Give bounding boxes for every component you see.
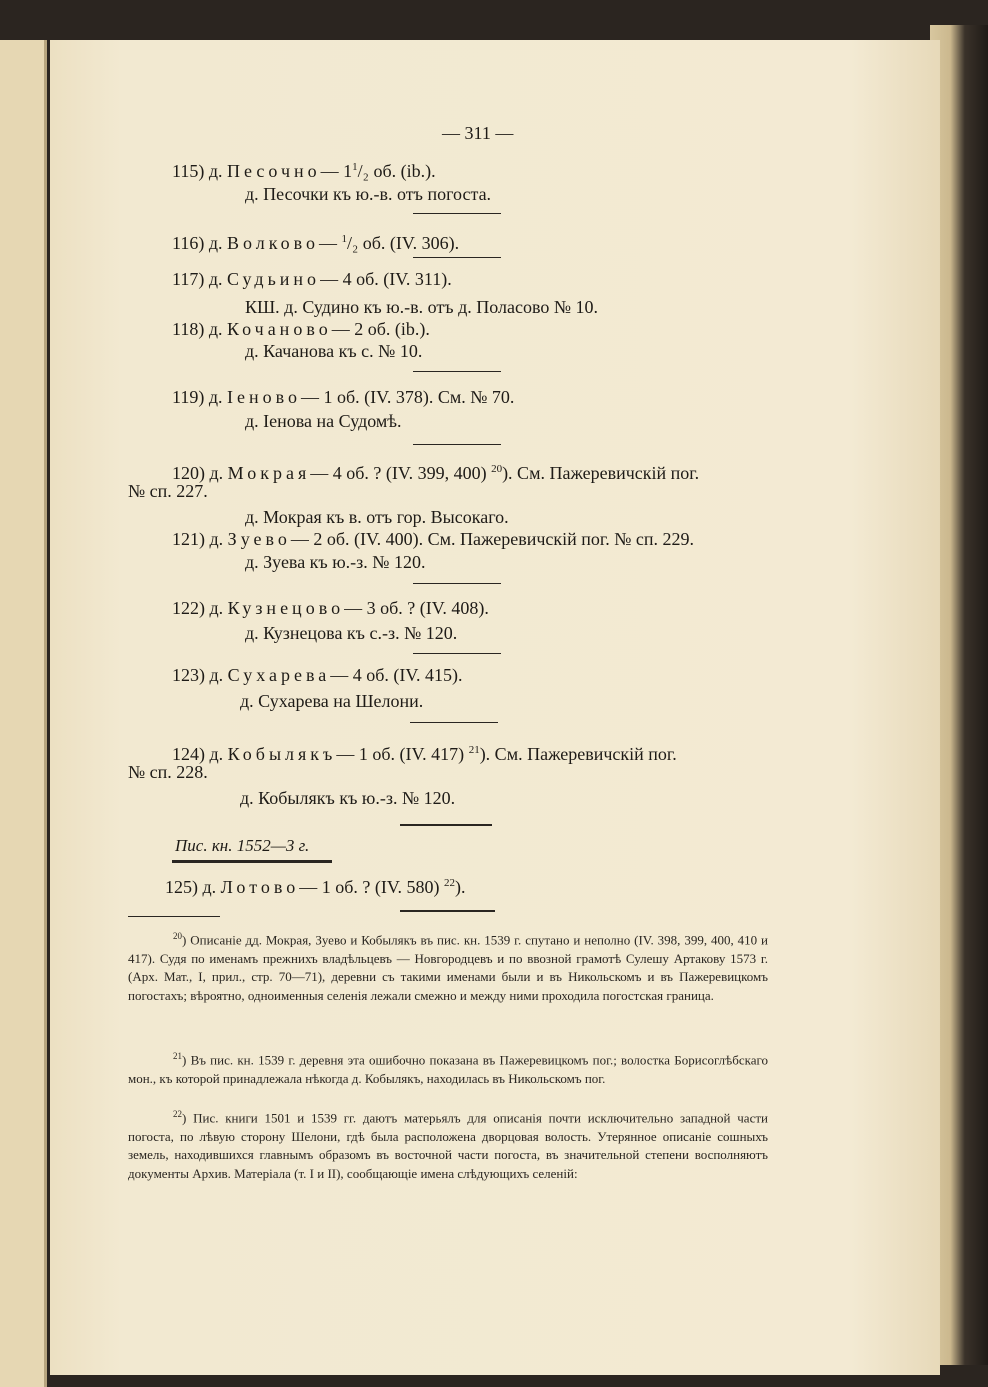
entry-117: 117) д. Судьино— 4 об. (IV. 311). xyxy=(172,269,452,289)
entry-120: 120) д. Мокрая— 4 об. ? (IV. 399, 400) $^{20}$). См. Пажеревичскій пог. xyxy=(172,463,700,483)
divider xyxy=(413,653,501,654)
page-number: — 311 — xyxy=(442,123,514,143)
divider xyxy=(413,213,501,214)
heading-underline xyxy=(172,860,332,863)
divider xyxy=(410,722,498,723)
entry-118: 118) д. Кочаново— 2 об. (ib.). xyxy=(172,319,430,339)
entry-122: 122) д. Кузнецово— 3 об. ? (IV. 408). xyxy=(172,598,489,618)
divider xyxy=(413,257,501,258)
entry-125: 125) д. Лотово— 1 об. ? (IV. 580) $^{22}$). xyxy=(165,877,466,897)
entry-122-desc: д. Кузнецова къ с.-з. № 120. xyxy=(245,623,458,643)
divider xyxy=(400,910,495,912)
entry-116: 116) д. Волково— $^1$/₂ об. (IV. 306). xyxy=(172,233,460,253)
divider xyxy=(413,583,501,584)
entry-119-desc: д. Іенова на Судомѣ. xyxy=(245,411,402,431)
entry-124-desc: д. Кобылякъ къ ю.-з. № 120. xyxy=(240,788,456,808)
entry-124-cont: № сп. 228. xyxy=(128,762,208,782)
footnote-21: $^{21}$) Въ пис. кн. 1539 г. деревня эта ошибочно показана въ Пажеревицкомъ пог.; волостка Борисоглѣбскаго мон., къ которой принадлежала нѣкогда д. Кобылякъ, находилась въ Никольскомъ пог. xyxy=(128,1051,768,1086)
divider xyxy=(413,371,501,372)
entry-117-desc: КШ. д. Судино къ ю.-в. отъ д. Поласово № 10. xyxy=(245,297,599,317)
entry-121: 121) д. Зуево— 2 об. (IV. 400). См. Пажеревичскій пог. № сп. 229. xyxy=(172,529,695,549)
entry-119: 119) д. Іеново— 1 об. (IV. 378). См. № 70. xyxy=(172,387,515,407)
footnote-22: $^{22}$) Пис. книги 1501 и 1539 гг. даютъ матерьялъ для описанія почти исключительно западной части погоста, по лѣвую сторону Шелони, гдѣ была расположена дворцовая волость. Утерянное описаніе сошныхъ земель, находившихся главнымъ образомъ въ восточной части погоста, въ значительной степени восполняютъ документы Архив. Матеріала (т. I и II), сообщающіе имена слѣдующихъ селеній: xyxy=(128,1109,768,1181)
entry-123-desc: д. Сухарева на Шелони. xyxy=(240,691,424,711)
entry-120-desc: д. Мокрая къ в. отъ гор. Высокаго. xyxy=(245,507,509,527)
entry-123: 123) д. Сухарева— 4 об. (IV. 415). xyxy=(172,665,463,685)
left-page-edge xyxy=(0,40,47,1387)
entry-115-desc: д. Песочки къ ю.-в. отъ погоста. xyxy=(245,184,492,204)
entry-121-desc: д. Зуева къ ю.-з. № 120. xyxy=(245,552,426,572)
entry-118-desc: д. Качанова къ с. № 10. xyxy=(245,341,423,361)
section-heading: Пис. кн. 1552—3 г. xyxy=(175,836,310,855)
footnote-20: $^{20}$) Описаніе дд. Мокрая, Зуево и Кобылякъ въ пис. кн. 1539 г. спутано и неполно (IV. 398, 399, 400, 410 и 417). Судя по именамъ прежнихъ владѣльцевъ — Новгородцевъ и по ввозной грамотѣ Сулешу Артакову 1573 г. (Арх. Мат., I, прил., стр. 70—71), деревни съ такими именами были и въ Никольскомъ и въ Пажеревицкомъ погостахъ; вѣроятно, одноименныя селенія лежали смежно и между ними проходила погостская граница. xyxy=(128,931,768,1003)
entry-124: 124) д. Кобылякъ— 1 об. (IV. 417) $^{21}$). См. Пажеревичскій пог. xyxy=(172,744,677,764)
entry-120-cont: № сп. 227. xyxy=(128,481,208,501)
divider xyxy=(400,824,492,826)
footnote-separator xyxy=(128,916,220,917)
entry-115: 115) д. Песочно— $1^1/_2$ об. (ib.). xyxy=(172,161,436,181)
divider xyxy=(413,444,501,445)
